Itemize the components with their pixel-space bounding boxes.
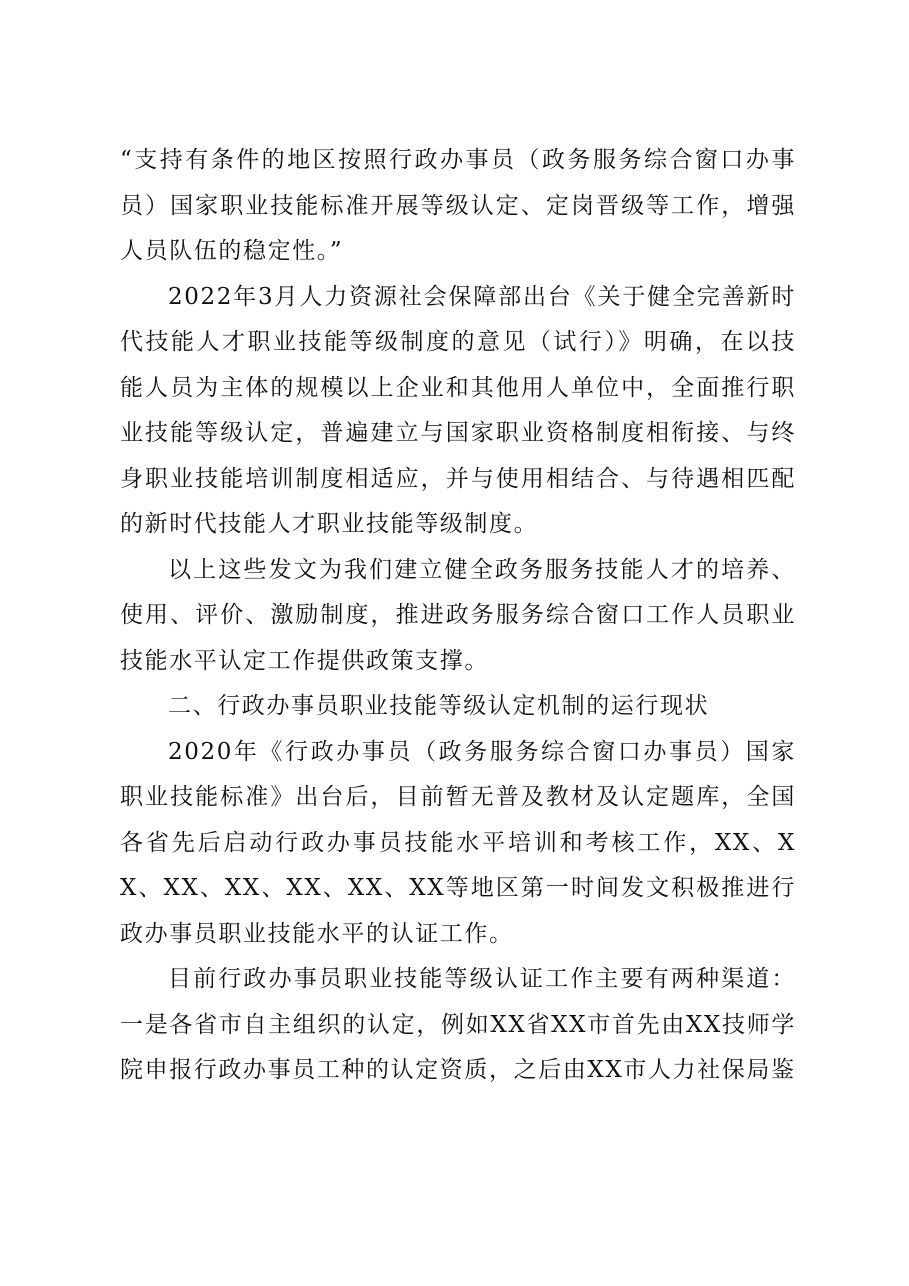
paragraph-quote: “支持有条件的地区按照行政办事员（政务服务综合窗口办事员）国家职业技能标准开展等级认定、定岗晋级等工作，增强人员队伍的稳定性。” xyxy=(120,147,796,264)
section-heading: 二、行政办事员职业技能等级认定机制的运行现状 xyxy=(168,693,710,719)
paragraph-status-2020: 2020年《行政办事员（政务服务综合窗口办事员）国家职业技能标准》出台后，目前暂无普及教材及认定题库，全国各省先后启动行政办事员技能水平培训和考核工作，XX、XX、XX、XX、XX、XX、XX等地区第一时间发文积极推进行政办事员职业技能水平的认证工作。 xyxy=(120,738,796,947)
paragraph-channels: 目前行政办事员职业技能等级认证工作主要有两种渠道：一是各省市自主组织的认定，例如XX省XX市首先由XX技师学院申报行政办事员工种的认定资质，之后由XX市人力社保局鉴 xyxy=(120,966,796,1083)
paragraph-policy-summary: 以上这些发文为我们建立健全政务服务技能人才的培养、使用、评价、激励制度，推进政务服务综合窗口工作人员职业技能水平认定工作提供政策支撑。 xyxy=(120,556,796,674)
document-body xyxy=(120,138,796,1094)
paragraph-policy-2022: 2022年3月人力资源社会保障部出台《关于健全完善新时代技能人才职业技能等级制度的意见（试行）》明确，在以技能人员为主体的规模以上企业和其他用人单位中，全面推行职业技能等级认定，普遍建立与国家职业资格制度相衔接、与终身职业技能培训制度相适应，并与使用相结合、与待遇相匹配的新时代技能人才职业技能等级制度。 xyxy=(120,283,796,537)
